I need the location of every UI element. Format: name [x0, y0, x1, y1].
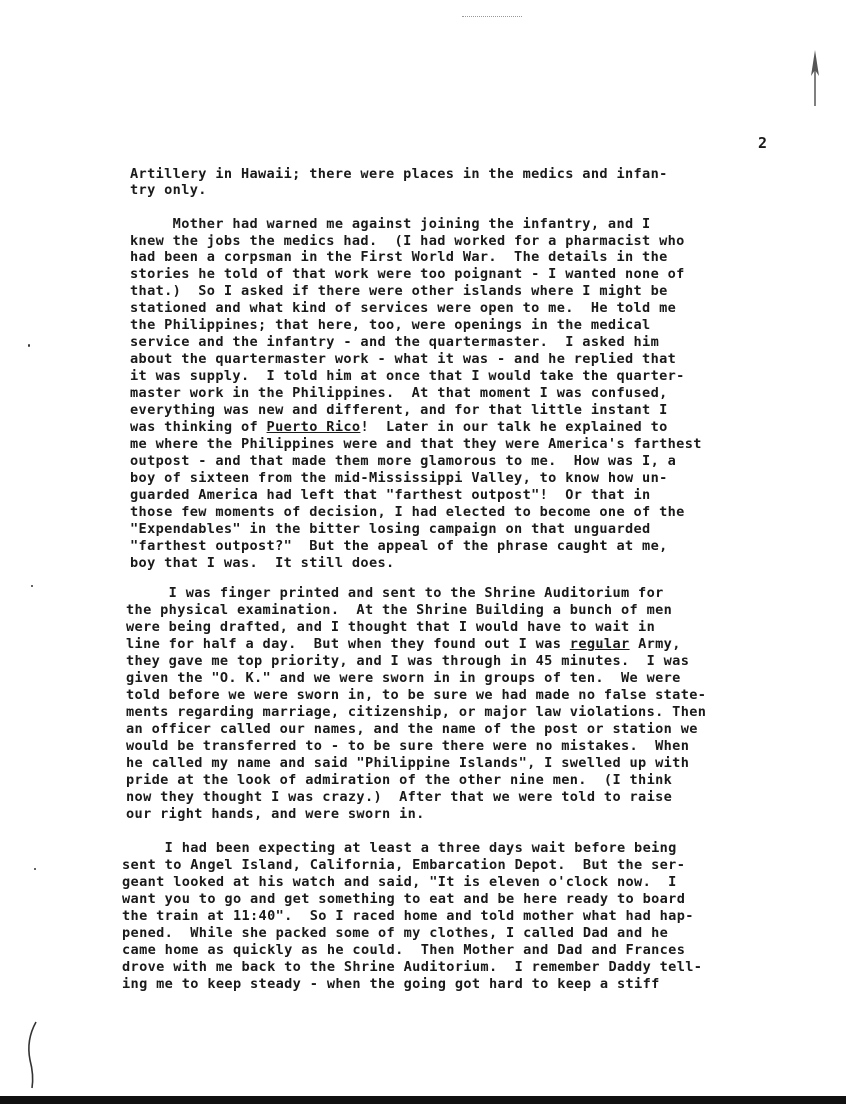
text-line: they gave me top priority, and I was through in 45 minutes. I was [126, 653, 690, 669]
margin-bracket-icon [22, 1020, 42, 1090]
scan-speck [28, 344, 30, 347]
text-line: given the "O. K." and we were sworn in in groups of ten. We were [126, 670, 681, 686]
text-line: the train at 11:40". So I raced home and told mother what had hap- [122, 908, 694, 924]
text-line: drove with me back to the Shrine Auditorium. I remember Daddy tell- [122, 959, 703, 975]
text-line: now they thought I was crazy.) After that we were told to raise [126, 789, 673, 805]
text-line: was thinking of Puerto Rico! Later in our talk he explained to [130, 419, 668, 435]
text-line: geant looked at his watch and said, "It is eleven o'clock now. I [122, 874, 677, 890]
scan-speck [31, 585, 33, 587]
underlined-text: regular [569, 636, 630, 652]
text-line: those few moments of decision, I had elected to become one of the [130, 504, 685, 520]
text-line: about the quartermaster work - what it was - and he replied that [130, 351, 677, 367]
text-line: outpost - and that made them more glamorous to me. How was I, a [130, 453, 677, 469]
text-line: told before we were sworn in, to be sure we had made no false state- [126, 687, 707, 703]
text-line: pride at the look of admiration of the other nine men. (I think [126, 772, 673, 788]
margin-arrow-icon [806, 48, 824, 108]
text-line: were being drafted, and I thought that I would have to wait in [126, 619, 656, 635]
text-line: guarded America had left that "farthest outpost"! Or that in [130, 487, 651, 503]
text-line: the Philippines; that here, too, were openings in the medical [130, 317, 651, 333]
text-line: "farthest outpost?" But the appeal of the phrase caught at me, [130, 538, 668, 554]
text-line: that.) So I asked if there were other islands where I might be [130, 283, 668, 299]
text-line: he called my name and said "Philippine Islands", I swelled up with [126, 755, 690, 771]
text-line: Mother had warned me against joining the infantry, and I [130, 216, 651, 232]
text-line: everything was new and different, and for that little instant I [130, 402, 668, 418]
text-line: boy that I was. It still does. [130, 555, 395, 571]
scan-smudge [462, 16, 522, 21]
page-number: 2 [758, 134, 768, 152]
scan-edge [0, 1096, 846, 1104]
text-line: pened. While she packed some of my clothes, I called Dad and he [122, 925, 669, 941]
text-line: ments regarding marriage, citizenship, or major law violations. Then [126, 704, 707, 720]
text-line: want you to go and get something to eat and be here ready to board [122, 891, 686, 907]
text-line: our right hands, and were sworn in. [126, 806, 425, 822]
text-line: it was supply. I told him at once that I would take the quarter- [130, 368, 685, 384]
text-line: the physical examination. At the Shrine Building a bunch of men [126, 602, 673, 618]
text-line: an officer called our names, and the name of the post or station we [126, 721, 698, 737]
text-line: stationed and what kind of services were open to me. He told me [130, 300, 677, 316]
text-line: me where the Philippines were and that they were America's farthest [130, 436, 702, 452]
text-line: had been a corpsman in the First World War. The details in the [130, 249, 668, 265]
text-line: line for half a day. But when they found out I was regular Army, [126, 636, 681, 652]
text-line: I had been expecting at least a three days wait before being [122, 840, 677, 856]
text-line: master work in the Philippines. At that moment I was confused, [130, 385, 668, 401]
text-line: came home as quickly as he could. Then Mother and Dad and Frances [122, 942, 686, 958]
underlined-text: Puerto Rico [266, 419, 361, 435]
text-line: sent to Angel Island, California, Embarcation Depot. But the ser- [122, 857, 686, 873]
text-line: I was finger printed and sent to the Shrine Auditorium for [126, 585, 664, 601]
text-line: Artillery in Hawaii; there were places in the medics and infan- [130, 166, 668, 182]
text-line: "Expendables" in the bitter losing campaign on that unguarded [130, 521, 651, 537]
text-line: knew the jobs the medics had. (I had worked for a pharmacist who [130, 233, 685, 249]
scan-speck [34, 868, 36, 870]
text-line: stories he told of that work were too poignant - I wanted none of [130, 266, 685, 282]
text-line: ing me to keep steady - when the going got hard to keep a stiff [122, 976, 660, 992]
text-line: would be transferred to - to be sure there were no mistakes. When [126, 738, 690, 754]
text-line: try only. [130, 182, 207, 198]
text-line: service and the infantry - and the quartermaster. I asked him [130, 334, 660, 350]
text-line: boy of sixteen from the mid-Mississippi Valley, to know how un- [130, 470, 668, 486]
